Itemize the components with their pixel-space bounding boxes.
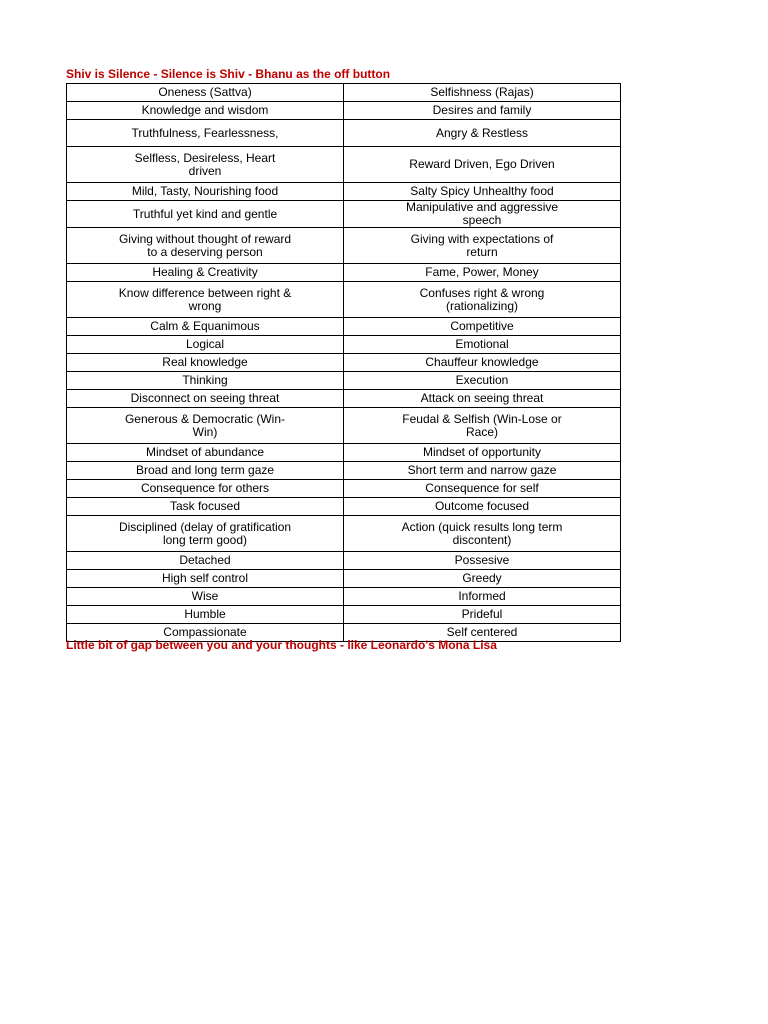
cell-text: Competitive — [450, 319, 514, 333]
cell-rajas — [344, 408, 621, 444]
cell-rajas — [344, 201, 621, 228]
cell-text: Confuses right & wrong (rationalizing) — [419, 285, 545, 313]
cell-sattva — [67, 408, 344, 444]
cell-text: Desires and family — [432, 103, 532, 117]
cell-text: Consequence for self — [425, 481, 539, 495]
cell-text: Selfless, Desireless, Heart driven — [134, 150, 276, 178]
cell-rajas — [344, 354, 621, 372]
table-row — [67, 552, 621, 570]
cell-text: Disconnect on seeing threat — [130, 391, 280, 405]
table-row — [67, 444, 621, 462]
cell-text: Generous & Democratic (Win-Win) — [124, 411, 286, 439]
cell-text: Real knowledge — [162, 355, 248, 369]
table-row — [67, 498, 621, 516]
cell-rajas — [344, 102, 621, 120]
cell-text: Fame, Power, Money — [425, 265, 539, 279]
cell-text: Reward Driven, Ego Driven — [409, 157, 555, 171]
cell-rajas — [344, 498, 621, 516]
cell-sattva — [67, 282, 344, 318]
cell-sattva — [67, 120, 344, 147]
cell-text: Manipulative and aggressive speech — [405, 200, 559, 227]
cell-text: Mindset of opportunity — [422, 445, 542, 459]
cell-rajas — [344, 318, 621, 336]
table-row — [67, 354, 621, 372]
cell-sattva — [67, 147, 344, 183]
cell-text: Possesive — [454, 553, 510, 567]
cell-rajas — [344, 570, 621, 588]
table-row — [67, 264, 621, 282]
cell-sattva — [67, 183, 344, 201]
cell-rajas — [344, 147, 621, 183]
cell-sattva — [67, 498, 344, 516]
comparison-table — [66, 83, 621, 642]
table-row — [67, 120, 621, 147]
cell-text: Broad and long term gaze — [135, 463, 275, 477]
cell-text: Task focused — [169, 499, 241, 513]
table-row — [67, 282, 621, 318]
table-row — [67, 336, 621, 354]
cell-text: Short term and narrow gaze — [407, 463, 557, 477]
footer-note: Little bit of gap between you and your thoughts - like Leonardo's Mona Lisa — [66, 638, 497, 652]
cell-text: Greedy — [462, 571, 502, 585]
cell-sattva — [67, 264, 344, 282]
table-row — [67, 228, 621, 264]
cell-text: Healing & Creativity — [152, 265, 258, 279]
cell-sattva — [67, 462, 344, 480]
cell-sattva — [67, 516, 344, 552]
cell-rajas — [344, 282, 621, 318]
table-row — [67, 480, 621, 498]
cell-text: Execution — [455, 373, 509, 387]
cell-sattva — [67, 480, 344, 498]
cell-sattva — [67, 606, 344, 624]
cell-sattva — [67, 390, 344, 408]
table-row — [67, 570, 621, 588]
table-header-row — [67, 84, 621, 102]
cell-rajas — [344, 372, 621, 390]
cell-sattva — [67, 444, 344, 462]
cell-sattva — [67, 102, 344, 120]
cell-rajas — [344, 264, 621, 282]
cell-sattva — [67, 336, 344, 354]
cell-text: Consequence for others — [140, 481, 270, 495]
cell-text: Salty Spicy Unhealthy food — [410, 184, 554, 198]
table-row — [67, 390, 621, 408]
cell-rajas — [344, 480, 621, 498]
cell-rajas — [344, 588, 621, 606]
cell-text: Truthful yet kind and gentle — [132, 206, 278, 221]
cell-text: Giving without thought of reward to a deserving person — [118, 231, 292, 259]
column-header-sattva: Oneness (Sattva) — [67, 84, 344, 102]
cell-text: Detached — [179, 553, 231, 567]
page-heading: Shiv is Silence - Silence is Shiv - Bhanu as the off button — [66, 67, 391, 81]
cell-text: Truthfulness, Fearlessness, — [131, 125, 279, 140]
cell-rajas — [344, 228, 621, 264]
cell-rajas — [344, 183, 621, 201]
table-row — [67, 606, 621, 624]
table-row — [67, 462, 621, 480]
cell-rajas — [344, 552, 621, 570]
cell-sattva — [67, 372, 344, 390]
cell-text: Attack on seeing threat — [420, 391, 544, 405]
cell-sattva — [67, 552, 344, 570]
cell-text: Logical — [185, 337, 225, 351]
table-row — [67, 588, 621, 606]
cell-sattva — [67, 588, 344, 606]
table-row — [67, 201, 621, 228]
cell-text: Mild, Tasty, Nourishing food — [131, 184, 279, 198]
cell-text: Compassionate — [163, 625, 247, 639]
cell-text: Feudal & Selfish (Win-Lose or Race) — [402, 411, 562, 439]
cell-sattva — [67, 570, 344, 588]
cell-text: Angry & Restless — [435, 125, 529, 140]
cell-text: Outcome focused — [434, 499, 530, 513]
cell-text: Disciplined (delay of gratification long term good) — [118, 519, 292, 547]
column-header-rajas: Selfishness (Rajas) — [344, 84, 621, 102]
table-row — [67, 102, 621, 120]
cell-rajas — [344, 462, 621, 480]
cell-text: High self control — [161, 571, 249, 585]
table-row — [67, 147, 621, 183]
table-row — [67, 183, 621, 201]
cell-text: Giving with expectations of return — [410, 231, 554, 259]
cell-sattva — [67, 201, 344, 228]
cell-text: Mindset of abundance — [145, 445, 265, 459]
cell-text: Knowledge and wisdom — [141, 103, 269, 117]
cell-sattva — [67, 228, 344, 264]
cell-rajas — [344, 336, 621, 354]
cell-text: Chauffeur knowledge — [425, 355, 539, 369]
cell-text: Know difference between right & wrong — [118, 285, 292, 313]
cell-sattva — [67, 318, 344, 336]
cell-rajas — [344, 390, 621, 408]
cell-rajas — [344, 606, 621, 624]
table-row — [67, 318, 621, 336]
table-row — [67, 516, 621, 552]
cell-text: Action (quick results long term discontent) — [401, 519, 563, 547]
table-row — [67, 408, 621, 444]
cell-text: Calm & Equanimous — [150, 319, 260, 333]
cell-text: Prideful — [461, 607, 503, 621]
table-row — [67, 372, 621, 390]
cell-text: Emotional — [455, 337, 509, 351]
table-body — [67, 102, 621, 642]
cell-sattva — [67, 354, 344, 372]
cell-text: Thinking — [182, 373, 228, 387]
cell-text: Wise — [191, 589, 219, 603]
cell-rajas — [344, 516, 621, 552]
cell-text: Self centered — [446, 625, 518, 639]
cell-text: Informed — [458, 589, 506, 603]
cell-text: Humble — [184, 607, 226, 621]
cell-rajas — [344, 444, 621, 462]
cell-rajas — [344, 120, 621, 147]
